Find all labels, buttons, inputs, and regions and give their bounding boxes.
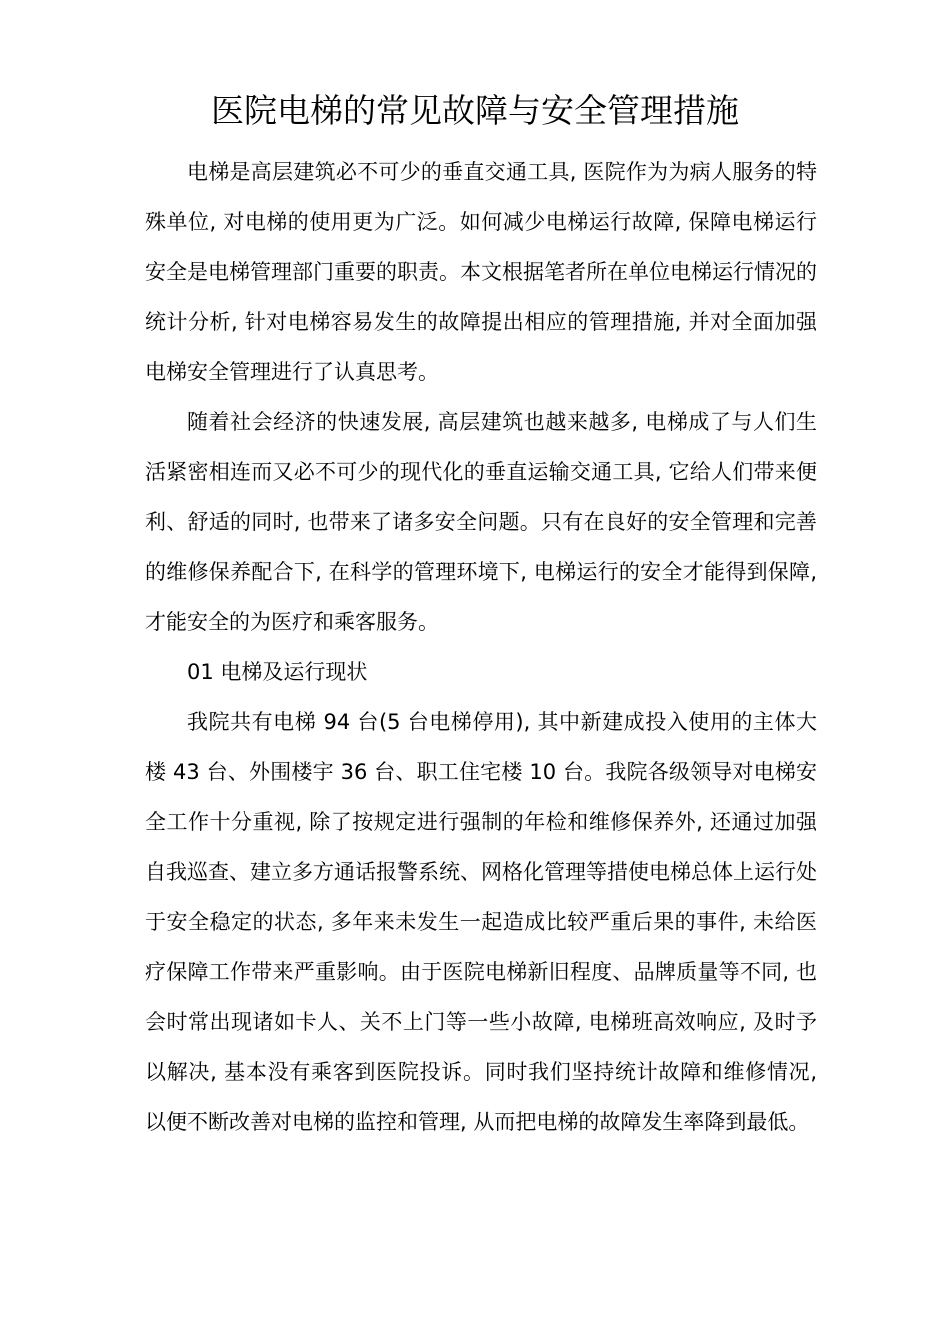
document-title: 医院电梯的常见故障与安全管理措施 bbox=[211, 91, 739, 130]
paragraph-status: 我院共有电梯 94 台(5 台电梯停用), 其中新建成投入使用的主体大楼 43 台、外围楼宇 36 台、职工住宅楼 10 台。我院各级领导对电梯安全工作十分重视, 除了按规定进行强制的年检和维修保养外, 还通过加强自我巡查、建立多方通话报警系统、网格化管理等措使电梯总体上运行处于安全稳定的状态, 多年来未发生一起造成比较严重后果的事件, 未给医疗保障工作带来严重影响。由于医院电梯新旧程度、品牌质量等不同, 也会时常出现诸如卡人、关不上门等一些小故障, 电梯班高效响应, 及时予以解决, 基本没有乘客到医院投诉。同时我们坚持统计故障和维修情况, 以便不断改善对电梯的监控和管理, 从而把电梯的故障发生率降到最低。 bbox=[145, 710, 817, 1134]
section-heading-01: 01 电梯及运行现状 bbox=[187, 660, 368, 684]
paragraph-intro: 电梯是高层建筑必不可少的垂直交通工具, 医院作为为病人服务的特殊单位, 对电梯的使用更为广泛。如何减少电梯运行故障, 保障电梯运行安全是电梯管理部门重要的职责。本文根据笔者所在单位电梯运行情况的统计分析, 针对电梯容易发生的故障提出相应的管理措施, 并对全面加强电梯安全管理进行了认真思考。 bbox=[145, 160, 817, 384]
paragraph-background: 随着社会经济的快速发展, 高层建筑也越来越多, 电梯成了与人们生活紧密相连而又必不可少的现代化的垂直运输交通工具, 它给人们带来便利、舒适的同时, 也带来了诸多安全问题。只有在良好的安全管理和完善的维修保养配合下, 在科学的管理环境下, 电梯运行的安全才能得到保障, 才能安全的为医疗和乘客服务。 bbox=[145, 410, 817, 634]
document-body bbox=[145, 147, 817, 1147]
